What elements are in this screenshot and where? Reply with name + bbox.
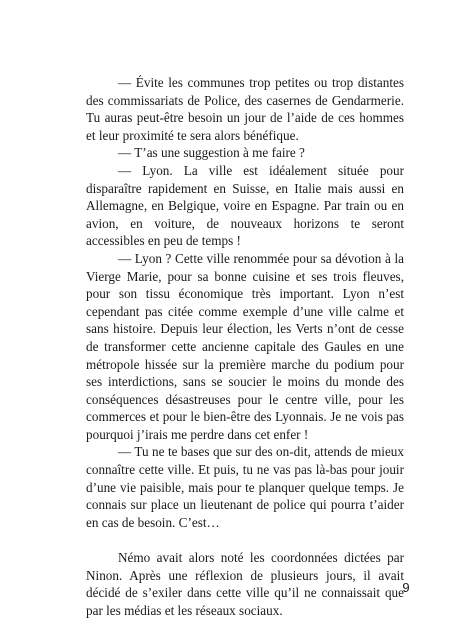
dialogue-paragraph: — T’as une suggestion à me faire ? <box>118 145 305 161</box>
dialogue-paragraph: — Tu ne te bases que sur des on-dit, attends de mieux connaître cette ville. Et puis, tu ne vas pas là-bas pour jouir d’une vie paisible, mais pour te planquer quelque temps. Je connais sur place un lieutenant de police qui pourra t’aider en cas de besoin. C’est… <box>86 444 404 530</box>
dialogue-paragraph: — Évite les communes trop petites ou trop distantes des commissariats de Police, des casernes de Gendarmerie. Tu auras peut-être besoin un jour de l’aide de ces hommes et leur proximité te sera alors bénéfique. <box>86 75 404 143</box>
page-number: 9 <box>402 580 410 595</box>
paragraph-spacer <box>86 531 404 549</box>
narrative-paragraph: Némo avait alors noté les coordonnées dictées par Ninon. Après une réflexion de plusieurs jours, il avait décidé de s’exiler dans cette ville qu’il ne connaissait que par les médias et les réseaux sociaux. <box>86 550 404 618</box>
dialogue-paragraph: — Lyon. La ville est idéalement située pour disparaître rapidement en Suisse, en Italie mais aussi en Allemagne, en Belgique, voire en Espagne. Par train ou en avion, en voiture, de nouveaux horizons te seront accessibles en peu de temps ! <box>86 162 404 249</box>
page-body-text <box>86 74 404 619</box>
dialogue-paragraph: — Lyon ? Cette ville renommée pour sa dévotion à la Vierge Marie, pour sa bonne cuisine et ses trois fleuves, pour son tissu économique très important. Lyon n’est cependant pas citée comme exemple d’une ville calme et sans histoire. Depuis leur élection, les Verts n’ont de cesse de transformer cette ancienne capitale des Gaules en une métropole hissée sur la première marche du podium pour ses interdictions, sans se soucier le moins du monde des conséquences désastreuses pour le centre ville, pour les commerces et pour le bien-être des Lyonnais. Je ne vois pas pourquoi j’irais me perdre dans cet enfer ! <box>86 250 404 442</box>
